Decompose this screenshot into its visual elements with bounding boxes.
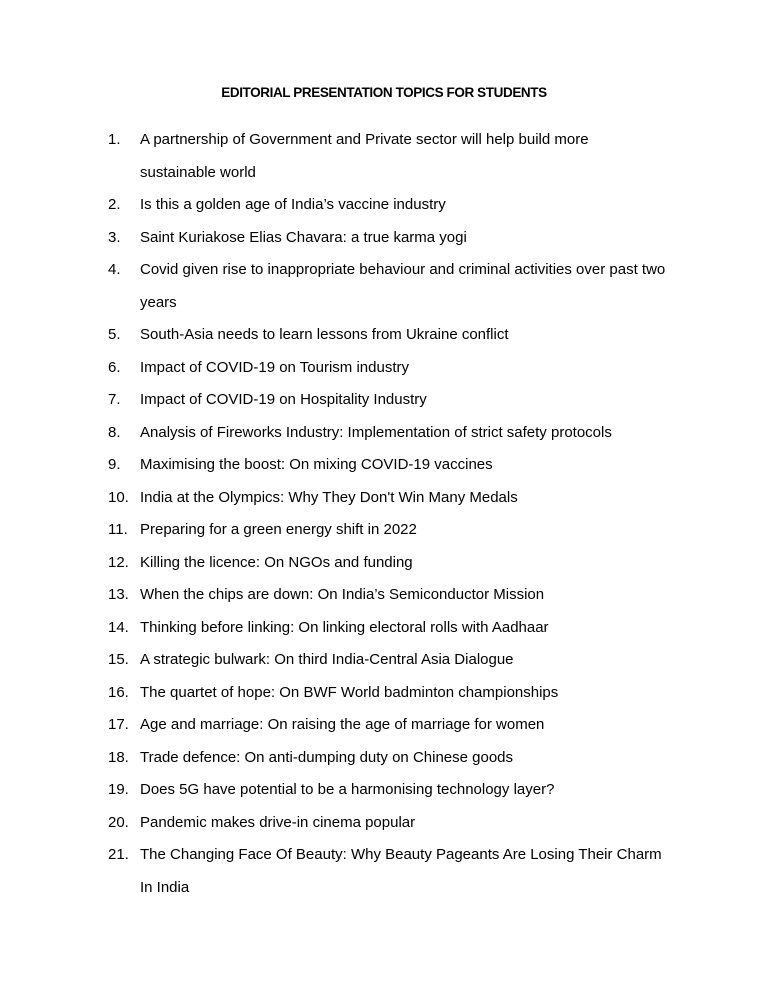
list-item xyxy=(108,547,668,580)
topic-list xyxy=(108,124,668,904)
list-item xyxy=(108,612,668,645)
item-text: Is this a golden age of India’s vaccine industry xyxy=(140,196,446,213)
list-item xyxy=(108,742,668,775)
item-number: 21. xyxy=(108,846,129,863)
list-item xyxy=(108,384,668,417)
item-text: Thinking before linking: On linking electoral rolls with Aadhaar xyxy=(140,618,549,636)
list-item xyxy=(108,677,668,710)
item-number: 5. xyxy=(108,326,121,343)
item-text: India at the Olympics: Why They Don't Win Many Medals xyxy=(140,488,518,506)
item-number: 13. xyxy=(108,586,129,603)
item-number: 19. xyxy=(108,781,129,798)
item-number: 16. xyxy=(108,683,129,701)
item-text: Pandemic makes drive-in cinema popular xyxy=(140,813,416,831)
list-item xyxy=(108,449,668,482)
item-text: Killing the licence: On NGOs and funding xyxy=(140,553,413,571)
item-text: Impact of COVID-19 on Hospitality Industry xyxy=(140,391,427,408)
item-text: Analysis of Fireworks Industry: Implementation of strict safety protocols xyxy=(140,423,612,441)
item-number: 14. xyxy=(108,618,129,636)
item-text: Trade defence: On anti-dumping duty on Chinese goods xyxy=(140,748,514,766)
item-number: 12. xyxy=(108,553,129,571)
item-text: Covid given rise to inappropriate behaviour and criminal activities over past two years xyxy=(140,261,666,311)
item-text: The Changing Face Of Beauty: Why Beauty Pageants Are Losing Their Charm In India xyxy=(140,846,662,896)
list-item xyxy=(108,222,668,255)
item-text: Does 5G have potential to be a harmonising technology layer? xyxy=(140,781,555,798)
item-text: Maximising the boost: On mixing COVID-19 vaccines xyxy=(140,456,493,473)
list-item xyxy=(108,579,668,612)
list-item xyxy=(108,709,668,742)
item-number: 11. xyxy=(108,521,128,538)
list-item xyxy=(108,417,668,450)
item-number: 20. xyxy=(108,813,129,831)
item-number: 6. xyxy=(108,358,121,376)
item-text: The quartet of hope: On BWF World badminton championships xyxy=(140,683,559,701)
list-item xyxy=(108,254,668,319)
list-item xyxy=(108,839,668,904)
item-text: Age and marriage: On raising the age of marriage for women xyxy=(140,716,545,733)
item-number: 17. xyxy=(108,716,129,733)
item-text: A partnership of Government and Private sector will help build more sustainable world xyxy=(140,131,589,181)
item-number: 18. xyxy=(108,748,129,766)
item-number: 7. xyxy=(108,391,121,408)
list-item xyxy=(108,319,668,352)
item-number: 15. xyxy=(108,651,129,668)
list-item xyxy=(108,644,668,677)
item-text: A strategic bulwark: On third India-Central Asia Dialogue xyxy=(140,651,514,668)
list-item xyxy=(108,807,668,840)
item-number: 9. xyxy=(108,456,121,473)
item-number: 4. xyxy=(108,261,121,278)
item-number: 3. xyxy=(108,228,121,246)
item-text: Impact of COVID-19 on Tourism industry xyxy=(140,358,409,376)
item-text: Saint Kuriakose Elias Chavara: a true karma yogi xyxy=(140,228,467,246)
item-text: South-Asia needs to learn lessons from Ukraine conflict xyxy=(140,326,509,343)
item-text: When the chips are down: On India’s Semiconductor Mission xyxy=(140,586,545,603)
item-text: Preparing for a green energy shift in 2022 xyxy=(140,521,417,538)
list-item xyxy=(108,352,668,385)
list-item xyxy=(108,124,668,189)
item-number: 8. xyxy=(108,423,121,441)
list-item xyxy=(108,189,668,222)
list-item xyxy=(108,774,668,807)
list-item xyxy=(108,482,668,515)
item-number: 10. xyxy=(108,488,129,506)
list-item xyxy=(108,514,668,547)
document-title: EDITORIAL PRESENTATION TOPICS FOR STUDENTS xyxy=(221,85,547,100)
item-number: 2. xyxy=(108,196,121,213)
item-number: 1. xyxy=(108,131,121,148)
